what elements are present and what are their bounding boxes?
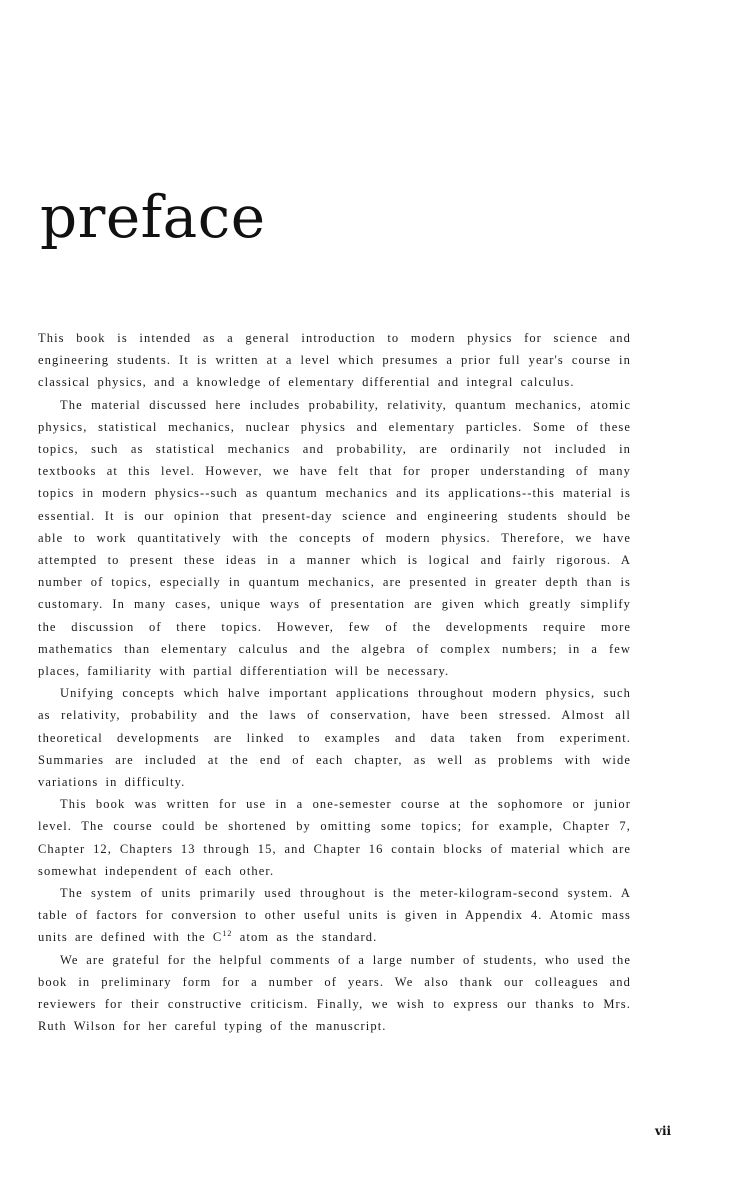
page-number: vii xyxy=(655,1124,672,1138)
units-text-tail: atom as the standard. xyxy=(232,930,378,945)
paragraph-units xyxy=(38,882,631,949)
preface-body xyxy=(38,327,631,1038)
chapter-heading: preface xyxy=(40,183,266,251)
carbon-isotope-superscript: 12 xyxy=(222,929,233,939)
paragraph-material: The material discussed here includes probability, relativity, quantum mechanics, atomic physics, statistical mechanics, nuclear physics and elementary particles. Some of these topics, such as statistical mechanics and probability, are ordinarily not included in textbooks at this level. However, we have felt that for proper understanding of many topics in modern physics--such as quantum mechanics and its applications--this material is essential. It is our opinion that present-day science and engineering students should be able to work quantitatively with the concepts of modern physics. Therefore, we have attempted to present these ideas in a manner which is logical and fairly rigorous. A number of topics, especially in quantum mechanics, are presented in greater depth than is customary. In many cases, unique ways of presentation are given which greatly simplify the discussion of there topics. However, few of the developments require more mathematics than elementary calculus and the algebra of complex numbers; in a few places, familiarity with partial differentiation will be necessary. xyxy=(38,397,631,679)
paragraph-unifying: Unifying concepts which halve important applications throughout modern physics, such as relativity, probability and the laws of conservation, have been stressed. Almost all theoretical developments are linked to examples and data taken from experiment. Summaries are included at the end of each chapter, as well as problems with wide variations in difficulty. xyxy=(38,686,631,790)
units-text: The system of units primarily used throughout is the meter-kilogram-second system. A table of factors for conversion to other useful units is given in Appendix 4. Atomic mass units are defined with the C xyxy=(38,886,631,945)
paragraph-intro: This book is intended as a general introduction to modern physics for science and engineering students. It is written at a level which presumes a prior full year's course in classical physics, and a knowledge of elementary differential and integral calculus. xyxy=(38,331,631,390)
paragraph-acknowledgments: We are grateful for the helpful comments of a large number of students, who used the book in preliminary form for a number of years. We also thank our colleagues and reviewers for their constructive criticism. Finally, we wish to express our thanks to Mrs. Ruth Wilson for her careful typing of the manuscript. xyxy=(38,952,631,1034)
paragraph-course-use: This book was written for use in a one-semester course at the sophomore or junior level. The course could be shortened by omitting some topics; for example, Chapter 7, Chapter 12, Chapters 13 through 15, and Chapter 16 contain blocks of material which are somewhat independent of each other. xyxy=(38,797,631,878)
